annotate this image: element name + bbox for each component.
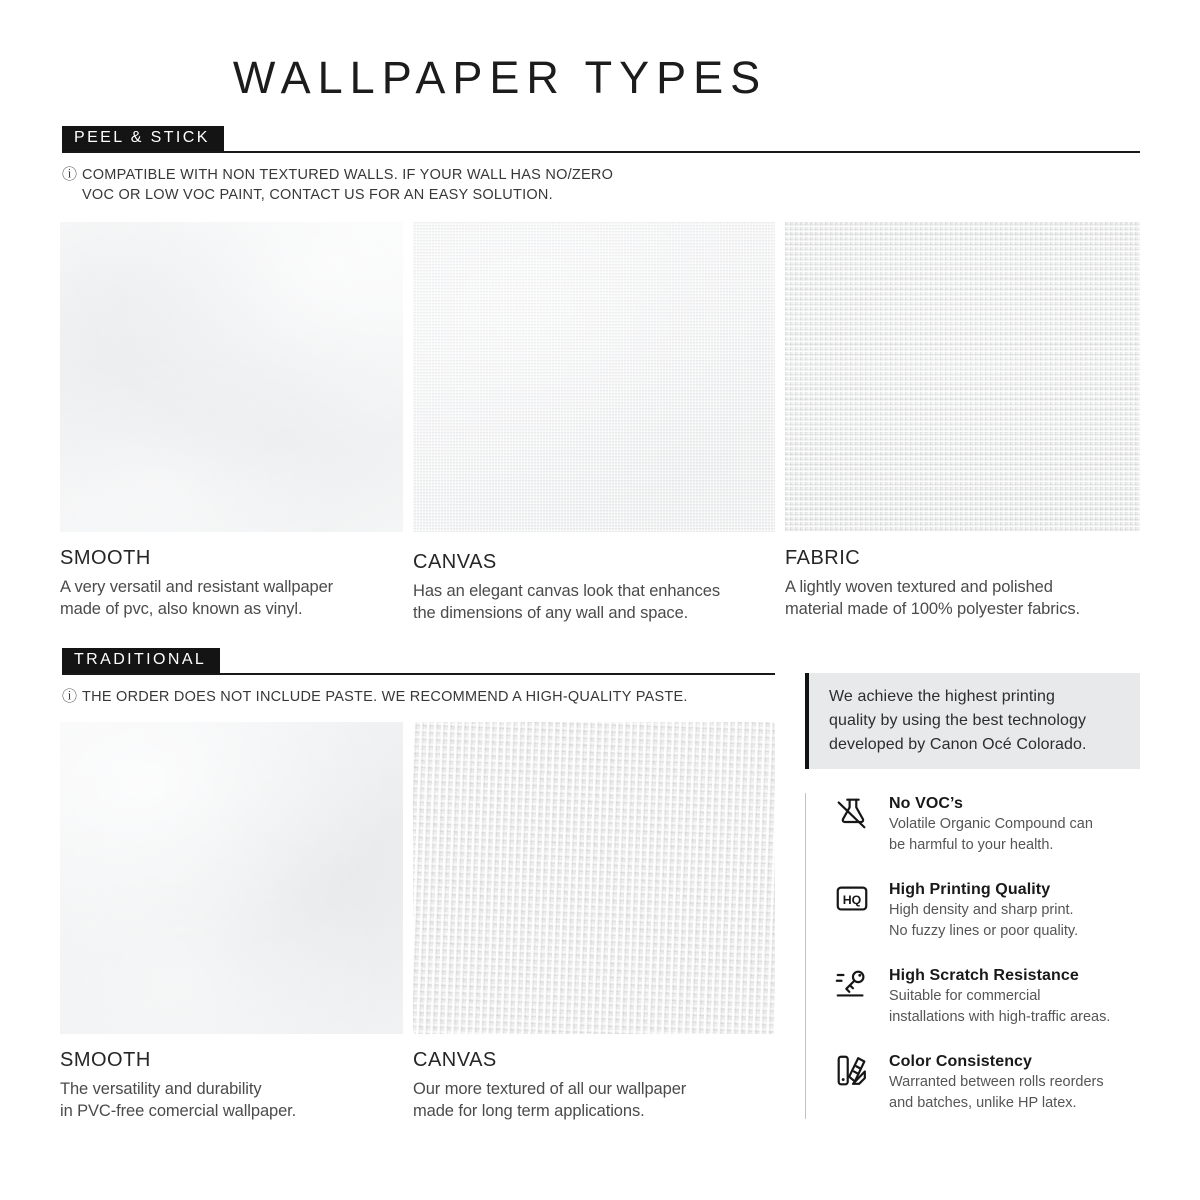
- svg-text:HQ: HQ: [842, 892, 862, 907]
- traditional-note-text: THE ORDER DOES NOT INCLUDE PASTE. WE RECOMMEND A HIGH-QUALITY PASTE.: [82, 689, 688, 705]
- feature-color-consistency: [833, 1051, 1165, 1114]
- feature-description: Warranted between rolls reorders and batches, unlike HP latex.: [889, 1074, 1104, 1111]
- swatch-description: The versatility and durability in PVC-free comercial wallpaper.: [60, 1080, 297, 1120]
- swatch-description: Our more textured of all our wallpaper made for long term applications.: [413, 1080, 687, 1120]
- feature-description: Volatile Organic Compound can be harmful to your health.: [889, 816, 1093, 853]
- feature-title: Color Consistency: [889, 1053, 1033, 1070]
- color-swatchbook-icon: [833, 1051, 875, 1090]
- info-icon: ⓘ: [62, 166, 78, 183]
- canvas-texture-image: [413, 222, 775, 532]
- page-title: WALLPAPER TYPES: [232, 52, 768, 103]
- feature-description: Suitable for commercial installations with high-traffic areas.: [889, 988, 1111, 1025]
- swatch-card-smooth-peel: [60, 222, 403, 624]
- section-header-peel-and-stick: [62, 126, 1140, 153]
- section-header-traditional: [62, 648, 775, 675]
- swatch-name: SMOOTH: [60, 1049, 151, 1071]
- feature-high-scratch-resistance: [833, 965, 1165, 1028]
- printing-quality-quote-box: We achieve the highest printing quality by using the best technology developed by Canon Océ Colorado.: [805, 673, 1140, 769]
- swatch-card-canvas-peel: [413, 222, 775, 624]
- swatch-name: CANVAS: [413, 1049, 497, 1071]
- swatch-name: SMOOTH: [60, 547, 151, 569]
- smooth-vinyl-texture-image: [60, 222, 403, 532]
- traditional-swatch-row: [60, 722, 775, 1122]
- traditional-note: [62, 687, 688, 707]
- feature-title: No VOC’s: [889, 795, 963, 812]
- feature-high-printing-quality: [833, 879, 1165, 942]
- section-label-peel-and-stick: PEEL & STICK: [62, 126, 224, 151]
- feature-title: High Scratch Resistance: [889, 967, 1079, 984]
- swatch-description: A very versatil and resistant wallpaper made of pvc, also known as vinyl.: [60, 578, 334, 618]
- fabric-texture-image: [785, 222, 1140, 532]
- feature-title: High Printing Quality: [889, 881, 1051, 898]
- peel-and-stick-note: [62, 165, 613, 205]
- swatch-card-canvas-traditional: [413, 722, 775, 1122]
- scratch-key-icon: [833, 965, 875, 1004]
- swatch-name: CANVAS: [413, 551, 497, 573]
- feature-description: High density and sharp print. No fuzzy lines or poor quality.: [889, 902, 1079, 939]
- feature-no-voc: [833, 793, 1165, 856]
- smooth-pvc-free-texture-image: [60, 722, 403, 1034]
- peel-and-stick-note-text: COMPATIBLE WITH NON TEXTURED WALLS. IF YOUR WALL HAS NO/ZERO VOC OR LOW VOC PAINT, CONTACT US FOR AN EASY SOLUTION.: [82, 167, 614, 203]
- peel-and-stick-swatch-row: [60, 222, 1140, 624]
- hq-badge-icon: [833, 879, 875, 918]
- features-list: [805, 793, 1165, 1119]
- no-voc-icon: [833, 793, 875, 832]
- section-label-traditional: TRADITIONAL: [62, 648, 220, 673]
- swatch-description: Has an elegant canvas look that enhances the dimensions of any wall and space.: [413, 582, 720, 622]
- swatch-name: FABRIC: [785, 547, 861, 569]
- swatch-card-fabric-peel: [785, 222, 1140, 624]
- swatch-description: A lightly woven textured and polished material made of 100% polyester fabrics.: [785, 578, 1080, 618]
- info-icon: ⓘ: [62, 688, 78, 705]
- coarse-canvas-texture-image: [413, 722, 775, 1034]
- swatch-card-smooth-traditional: [60, 722, 403, 1122]
